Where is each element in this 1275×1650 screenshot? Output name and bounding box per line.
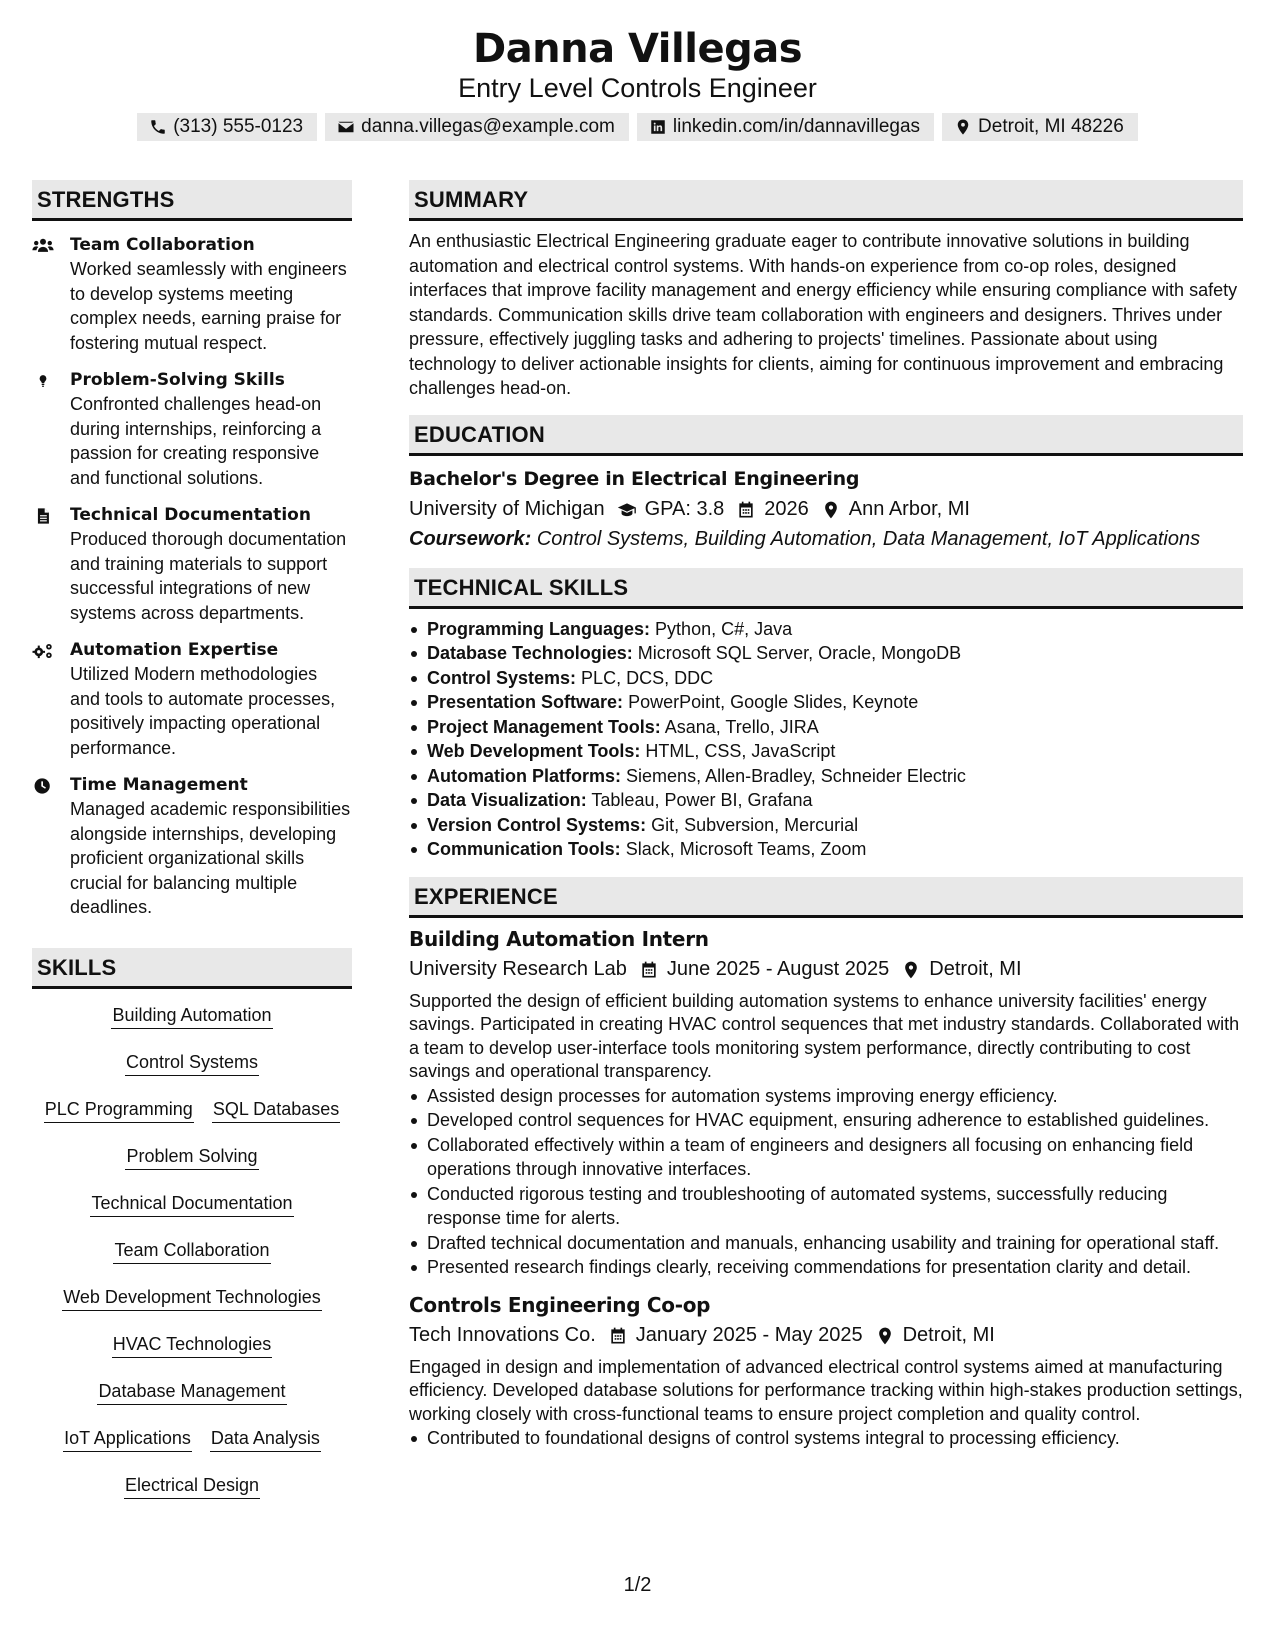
job-location: Detroit, MI xyxy=(902,1323,995,1346)
strength-title: Automation Expertise xyxy=(70,640,279,660)
tech-skill-item xyxy=(409,837,1243,862)
school-name: University of Michigan xyxy=(409,497,605,520)
strength-description: Managed academic responsibilities alongside internships, developing proficient organizational skills crucial for balancing multiple deadlines. xyxy=(70,799,351,917)
skill-tag: HVAC Technologies xyxy=(112,1332,272,1358)
skill-tag: IoT Applications xyxy=(63,1426,192,1452)
map-pin-icon xyxy=(954,118,972,136)
strength-item xyxy=(32,503,352,625)
strength-item xyxy=(32,368,352,490)
coursework-label: Coursework: xyxy=(409,527,532,550)
email-text: danna.villegas@example.com xyxy=(361,116,615,137)
job-meta xyxy=(409,1320,1243,1350)
calendar-icon xyxy=(639,959,661,979)
skill-tag: Team Collaboration xyxy=(113,1238,270,1264)
page-number: 1/2 xyxy=(623,1574,652,1596)
strength-item xyxy=(32,638,352,760)
tech-skill-value: Microsoft SQL Server, Oracle, MongoDB xyxy=(637,643,962,663)
graduation-year: 2026 xyxy=(764,497,809,520)
phone-text: (313) 555-0123 xyxy=(173,116,304,137)
clock-icon xyxy=(32,773,70,920)
tech-skill-label: Presentation Software: xyxy=(427,692,624,712)
tech-skill-value: Asana, Trello, JIRA xyxy=(664,716,819,737)
skills-section xyxy=(32,948,352,1516)
skill-tag: Building Automation xyxy=(111,1003,272,1029)
map-pin-icon xyxy=(821,499,843,519)
school-location: Ann Arbor, MI xyxy=(848,497,970,520)
strength-description: Worked seamlessly with engineers to develop systems meeting complex needs, earning praise for fostering mutual respect. xyxy=(70,259,347,353)
job-bullet: Conducted rigorous testing and troubleshooting of automated systems, successfully reducing response time for alerts. xyxy=(409,1182,1243,1231)
skill-tag: Technical Documentation xyxy=(90,1191,293,1217)
calendar-icon xyxy=(736,499,758,519)
envelope-icon xyxy=(337,118,355,136)
users-icon xyxy=(32,233,70,355)
strength-title: Technical Documentation xyxy=(70,505,311,525)
strength-description: Confronted challenges head-on during internships, reinforcing a passion for creating responsive and functional solutions. xyxy=(70,394,322,488)
strength-title: Problem-Solving Skills xyxy=(70,370,285,390)
coursework-line xyxy=(409,524,1243,554)
tech-skill-item xyxy=(409,813,1243,838)
job-entry xyxy=(409,1290,1243,1451)
job-title: Controls Engineering Co-op xyxy=(409,1292,711,1317)
education-meta xyxy=(409,494,1243,524)
job-dates: June 2025 - August 2025 xyxy=(666,957,890,980)
tech-skill-item xyxy=(409,764,1243,789)
tech-skill-item xyxy=(409,788,1243,813)
linkedin-icon xyxy=(649,118,667,136)
degree-title: Bachelor's Degree in Electrical Engineering xyxy=(409,467,860,490)
skill-tag: Data Analysis xyxy=(210,1426,321,1452)
job-organization: University Research Lab xyxy=(409,957,627,980)
contact-location xyxy=(942,113,1138,141)
contact-linkedin[interactable] xyxy=(637,113,934,141)
graduation-cap-icon xyxy=(617,499,639,519)
tech-skill-item xyxy=(409,666,1243,691)
technical-skills-heading: TECHNICAL SKILLS xyxy=(409,568,1243,609)
tech-skill-value: HTML, CSS, JavaScript xyxy=(645,741,836,761)
tech-skill-item xyxy=(409,690,1243,715)
job-organization: Tech Innovations Co. xyxy=(409,1323,596,1346)
location-text: Detroit, MI 48226 xyxy=(978,116,1124,137)
tech-skill-value: Git, Subversion, Mercurial xyxy=(651,814,859,835)
skill-tag: PLC Programming xyxy=(44,1097,194,1123)
job-description: Supported the design of efficient building automation systems to enhance university facilities' energy savings. Participated in creating HVAC control sequences that met industry standards. Collaborated with a team to develop user-interface tools monitoring system performance, directly contributing to cost savings and operational transparency. xyxy=(409,990,1240,1081)
summary-text: An enthusiastic Electrical Engineering graduate eager to contribute innovative solutions in building automation and electrical control systems. With hands-on experience from co-op roles, designed interfaces that improve facility management and energy efficiency while ensuring compliance with safety standards. Communication skills drive team collaboration with engineers and designers. Thrives under pressure, effectively juggling tasks and adhering to projects' timelines. Passionate about using technology to deliver actionable insights for clients, aiming for continuous improvement and embracing challenges head-on. xyxy=(409,231,1238,398)
skills-heading: SKILLS xyxy=(32,948,352,989)
job-description: Engaged in design and implementation of advanced electrical control systems aimed at manufacturing efficiency. Developed database solutions for performance tracking within high-stakes production settings, working closely with cross-functional teams to ensure project completion and quality control. xyxy=(409,1356,1243,1424)
job-bullet: Assisted design processes for automation systems improving energy efficiency. xyxy=(409,1084,1243,1109)
job-title: Building Automation Intern xyxy=(409,926,709,951)
tech-skill-label: Version Control Systems: xyxy=(427,814,647,835)
tech-skill-item xyxy=(409,715,1243,740)
map-pin-icon xyxy=(875,1325,897,1345)
gpa-text: GPA: 3.8 xyxy=(644,497,725,520)
job-bullets xyxy=(409,1084,1243,1280)
tech-skill-label: Programming Languages: xyxy=(427,618,651,639)
job-dates: January 2025 - May 2025 xyxy=(635,1323,863,1346)
calendar-icon xyxy=(608,1325,630,1345)
tech-skill-value: Slack, Microsoft Teams, Zoom xyxy=(625,839,867,859)
contact-bar xyxy=(0,113,1275,141)
job-bullet: Contributed to foundational designs of control systems integral to processing efficiency. xyxy=(409,1426,1243,1451)
technical-skills-list xyxy=(409,617,1243,862)
tech-skill-label: Control Systems: xyxy=(427,667,577,688)
document-icon xyxy=(32,503,70,625)
tech-skill-item xyxy=(409,617,1243,642)
left-column xyxy=(32,180,352,1516)
tech-skill-label: Database Technologies: xyxy=(427,643,633,663)
skill-tag: Problem Solving xyxy=(125,1144,258,1170)
skill-tag: Control Systems xyxy=(125,1050,259,1076)
experience-heading: EXPERIENCE xyxy=(409,877,1243,918)
skill-tag: Database Management xyxy=(97,1379,286,1405)
job-bullet: Drafted technical documentation and manuals, enhancing usability and training for operational staff. xyxy=(409,1231,1243,1256)
tech-skill-label: Web Development Tools: xyxy=(427,741,641,761)
skill-tag: Electrical Design xyxy=(124,1473,260,1499)
linkedin-text: linkedin.com/in/dannavillegas xyxy=(672,116,921,137)
candidate-name: Danna Villegas xyxy=(472,26,802,72)
candidate-title: Entry Level Controls Engineer xyxy=(458,73,817,103)
tech-skill-label: Automation Platforms: xyxy=(427,765,622,786)
tech-skill-label: Project Management Tools: xyxy=(427,716,661,737)
strength-item xyxy=(32,773,352,920)
job-bullets xyxy=(409,1426,1243,1451)
tech-skill-value: Python, C#, Java xyxy=(655,618,793,639)
job-bullet: Developed control sequences for HVAC equipment, ensuring adherence to established guidelines. xyxy=(409,1108,1243,1133)
contact-phone[interactable] xyxy=(137,113,317,141)
job-location: Detroit, MI xyxy=(929,957,1022,980)
strength-description: Produced thorough documentation and training materials to support successful integrations of new systems across departments. xyxy=(70,529,347,623)
tech-skill-label: Communication Tools: xyxy=(427,839,621,859)
job-bullet: Presented research findings clearly, receiving commendations for presentation clarity and detail. xyxy=(409,1255,1243,1280)
tech-skill-value: Siemens, Allen-Bradley, Schneider Electric xyxy=(626,765,966,786)
education-heading: EDUCATION xyxy=(409,415,1243,456)
skill-tag: SQL Databases xyxy=(212,1097,340,1123)
job-bullet: Collaborated effectively within a team of engineers and designers all focusing on enhancing field operations through innovative interfaces. xyxy=(409,1133,1243,1182)
job-entry xyxy=(409,924,1243,1280)
map-pin-icon xyxy=(901,959,923,979)
coursework-list: Control Systems, Building Automation, Data Management, IoT Applications xyxy=(536,527,1201,550)
strength-item xyxy=(32,233,352,355)
skills-list xyxy=(32,999,352,1516)
skill-tag: Web Development Technologies xyxy=(62,1285,322,1311)
strength-title: Team Collaboration xyxy=(70,235,255,255)
education-entry xyxy=(409,464,1243,554)
tech-skill-value: PLC, DCS, DDC xyxy=(581,667,714,688)
tech-skill-value: PowerPoint, Google Slides, Keynote xyxy=(628,692,919,712)
strengths-list xyxy=(32,233,352,920)
strength-title: Time Management xyxy=(70,775,248,795)
tech-skill-item xyxy=(409,739,1243,764)
tech-skill-value: Tableau, Power BI, Grafana xyxy=(591,790,813,810)
contact-email[interactable] xyxy=(325,113,629,141)
tech-skill-item xyxy=(409,641,1243,666)
lightbulb-icon xyxy=(32,368,70,490)
gears-icon xyxy=(32,638,70,760)
summary-heading: SUMMARY xyxy=(409,180,1243,221)
tech-skill-label: Data Visualization: xyxy=(427,790,587,810)
job-meta xyxy=(409,954,1243,984)
right-column xyxy=(409,180,1243,1461)
phone-icon xyxy=(149,118,167,136)
resume-header xyxy=(0,20,1275,141)
strengths-heading: STRENGTHS xyxy=(32,180,352,221)
strength-description: Utilized Modern methodologies and tools to automate processes, positively impacting operational performance. xyxy=(70,664,336,758)
experience-list xyxy=(409,924,1243,1451)
